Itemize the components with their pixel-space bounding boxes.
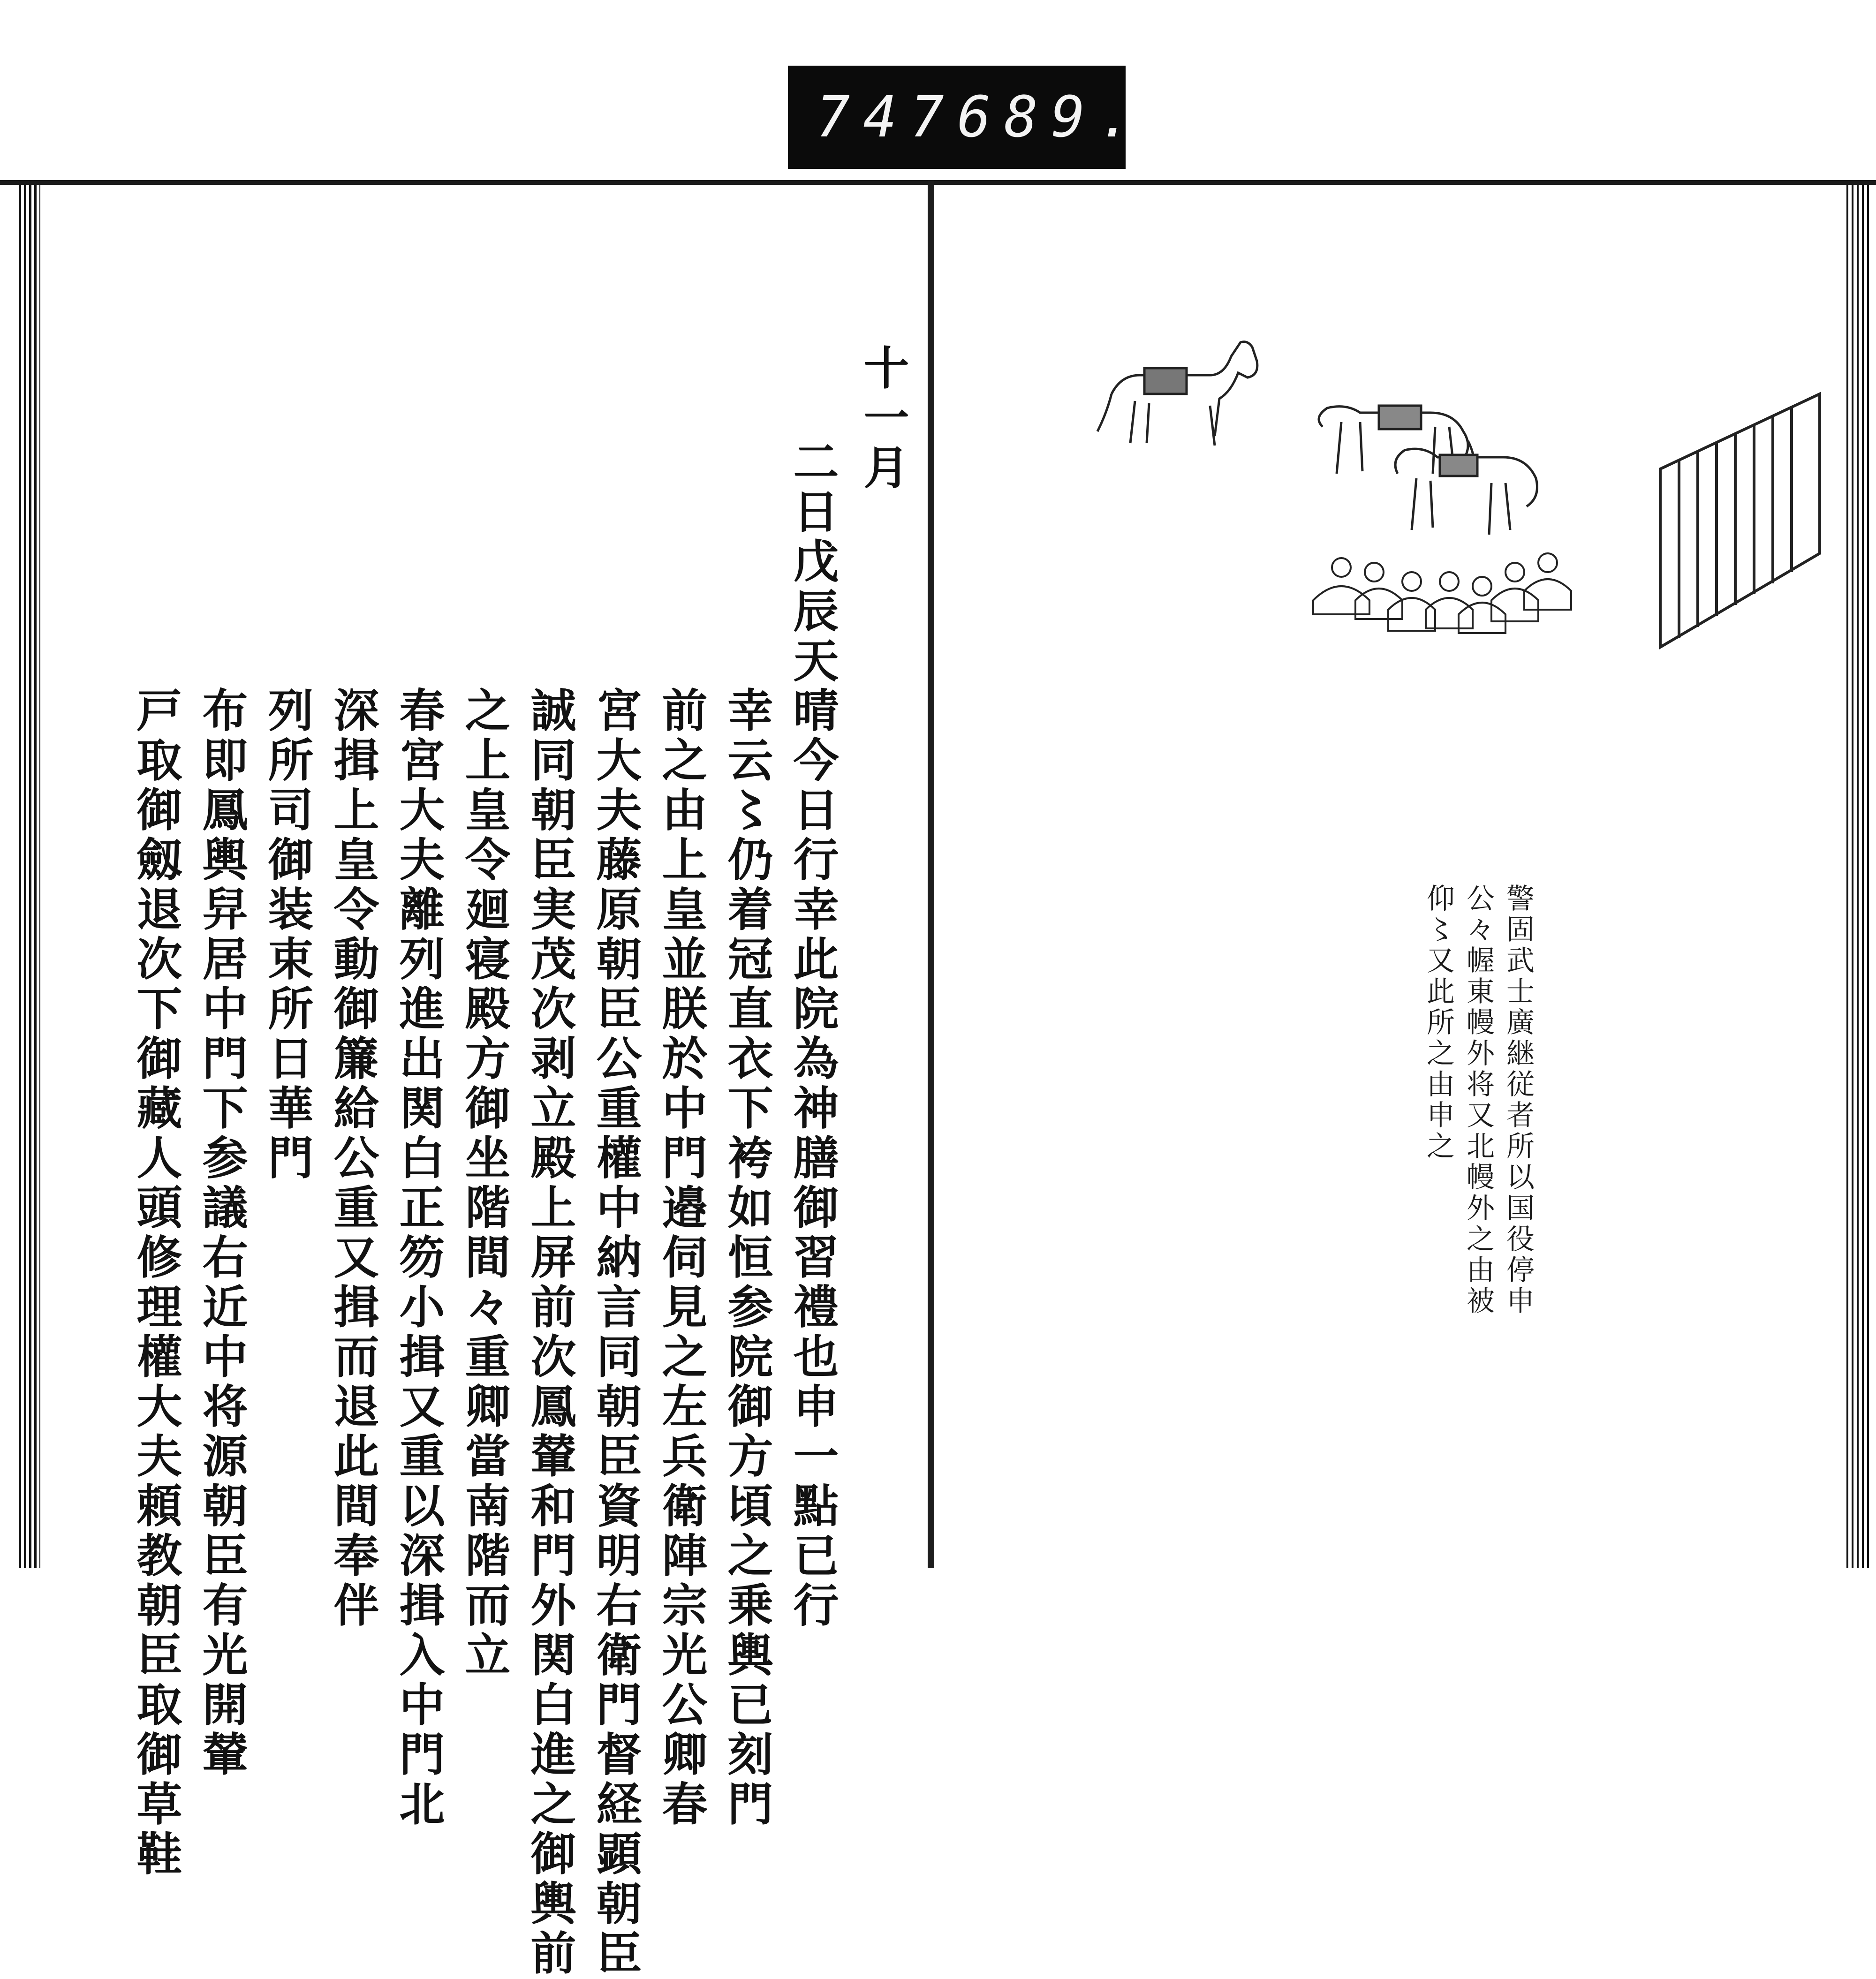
book-gutter [928,180,934,1568]
horse-drawing [1395,449,1537,535]
text-column: 深揖上皇令動御簾給公重又揖而退此間奉伴 [326,687,379,1631]
right-page-edge [1843,185,1871,1568]
caption-column: 公々幄東幔外将又北幔外之由被 [1462,884,1495,1317]
caption-column: 警固武士廣継従者所以国役停申 [1502,884,1535,1317]
left-page [14,185,931,1979]
curtain-drawing [1660,394,1820,647]
caption-column: 仰〻又此所之由申之 [1422,884,1455,1162]
catalog-number-label [788,66,1145,169]
text-column: 誠同朝臣実茂次剥立殿上屏前次鳳輦和門外関白進之御輿前 [523,687,576,1979]
left-page-edge [19,185,40,1568]
text-column: 布即鳳輿舁居中門下参議右近中将源朝臣有光開輦 [195,687,248,1780]
text-column: 幸云〻仍着冠直衣下袴如恒参院御方頃之乗輿已刻門 [720,687,773,1830]
page-number: 689. [957,84,1145,150]
text-column-heading: 十一月 [856,344,909,493]
text-column: 列所司御装束所日華門 [260,687,314,1184]
text-column: 前之由上皇並朕於中門邉伺見之左兵衛陣宗光公卿春 [654,687,708,1830]
horse-drawing [1097,342,1257,446]
seated-figures-drawing [1313,553,1571,633]
text-column: 戸取御劔退次下御藏人頭修理權大夫頼教朝臣取御草鞋 [129,687,182,1880]
text-column: 春宮大夫離列進出関白正笏小揖又重以深揖入中門北 [392,687,445,1830]
top-border-rule [0,180,1876,185]
text-column: 宮大夫藤原朝臣公重權中納言同朝臣資明右衛門督経顕朝臣 [589,687,642,1979]
text-column: 二日戊辰天晴今日行幸此院為神膳御習禮也申一點已行 [786,438,839,1631]
procession-illustration [1051,272,1824,778]
volume-number: 747 [816,84,957,150]
text-column: 之上皇令廻寝殿方御坐階間々重卿當南階而立 [457,687,511,1681]
